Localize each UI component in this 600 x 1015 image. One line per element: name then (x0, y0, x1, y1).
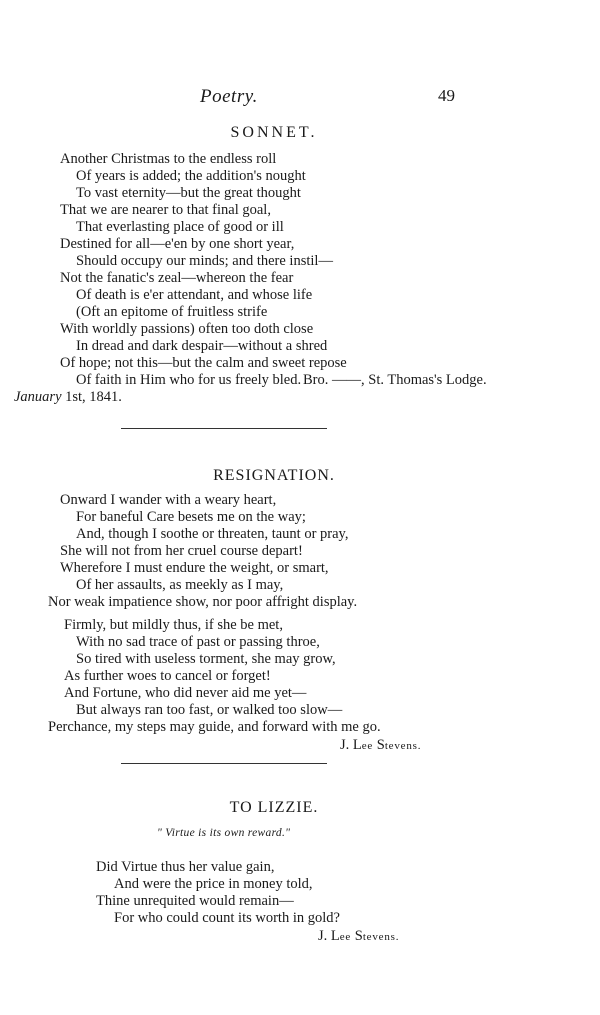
lizzie-attribution (318, 928, 399, 945)
resignation-title: RESIGNATION. (213, 467, 335, 484)
sonnet-title: SONNET. (230, 124, 318, 141)
poem-line: As further woes to cancel or forget! (64, 668, 271, 684)
poem-line: Of faith in Him who for us freely bled. (76, 372, 302, 388)
poem-line: (Oft an epitome of fruitless strife (76, 304, 268, 320)
sonnet-date (14, 389, 122, 406)
poem-line: And were the price in money told, (114, 876, 313, 892)
attribution-initial: S (351, 928, 363, 944)
poem-line: She will not from her cruel course depart! (60, 543, 303, 559)
poem-line: Perchance, my steps may guide, and forward with me go. (48, 719, 381, 735)
poem-line: That everlasting place of good or ill (76, 219, 284, 235)
attribution-initial: J. L (340, 737, 362, 753)
poem-line: In dread and dark despair—without a shred (76, 338, 328, 354)
resignation-attribution (340, 737, 421, 754)
poem-line: And Fortune, who did never aid me yet— (64, 685, 307, 701)
poem-line: But always ran too fast, or walked too slow— (76, 702, 343, 718)
attribution-smallcaps: tevens. (362, 931, 400, 943)
attribution-smallcaps: ee (361, 740, 374, 752)
poem-line: Onward I wander with a weary heart, (60, 492, 277, 508)
poem-line: Destined for all—e'en by one short year, (60, 236, 295, 252)
attribution-lodge: , St. Thomas's Lodge. (361, 372, 487, 388)
poem-line: Another Christmas to the endless roll (60, 151, 277, 167)
sonnet-attribution (303, 372, 487, 389)
attribution-smallcaps: ee (339, 931, 352, 943)
attribution-initial: S (373, 737, 385, 753)
poem-line: And, though I soothe or threaten, taunt or pray, (76, 526, 349, 542)
poem-line: Did Virtue thus her value gain, (96, 859, 275, 875)
attribution-author: Bro. —— (303, 372, 361, 388)
poem-line: Wherefore I must endure the weight, or smart, (60, 560, 329, 576)
poem-line: With worldly passions) often too doth close (60, 321, 314, 337)
page-number: 49 (438, 86, 455, 105)
poem-line: For who could count its worth in gold? (114, 910, 340, 926)
poem-line: Thine unrequited would remain— (96, 893, 294, 909)
section-divider (121, 763, 327, 764)
poem-line: Not the fanatic's zeal—whereon the fear (60, 270, 294, 286)
section-divider (121, 428, 327, 429)
poem-line: That we are nearer to that final goal, (60, 202, 271, 218)
running-head (0, 86, 600, 110)
poem-line: Should occupy our minds; and there instil— (76, 253, 333, 269)
poem-line: Of death is e'er attendant, and whose life (76, 287, 313, 303)
date-month: January (14, 389, 62, 405)
lizzie-title: TO LIZZIE. (229, 799, 319, 816)
attribution-initial: J. L (318, 928, 340, 944)
poem-line: So tired with useless torment, she may grow, (76, 651, 336, 667)
poem-line: For baneful Care besets me on the way; (76, 509, 306, 525)
attribution-smallcaps: tevens. (384, 740, 422, 752)
lizzie-epigraph: " Virtue is its own reward." (157, 827, 291, 839)
poem-line: Of hope; not this—but the calm and sweet repose (60, 355, 347, 371)
poem-line: Of years is added; the addition's nought (76, 168, 306, 184)
poem-line: To vast eternity—but the great thought (76, 185, 301, 201)
date-day-year: 1st, 1841. (65, 389, 122, 405)
poem-line: Nor weak impatience show, nor poor affright display. (48, 594, 358, 610)
poem-line: Firmly, but mildly thus, if she be met, (64, 617, 283, 633)
running-title: Poetry. (200, 86, 258, 107)
poem-line: Of her assaults, as meekly as I may, (76, 577, 284, 593)
poem-line: With no sad trace of past or passing throe, (76, 634, 320, 650)
